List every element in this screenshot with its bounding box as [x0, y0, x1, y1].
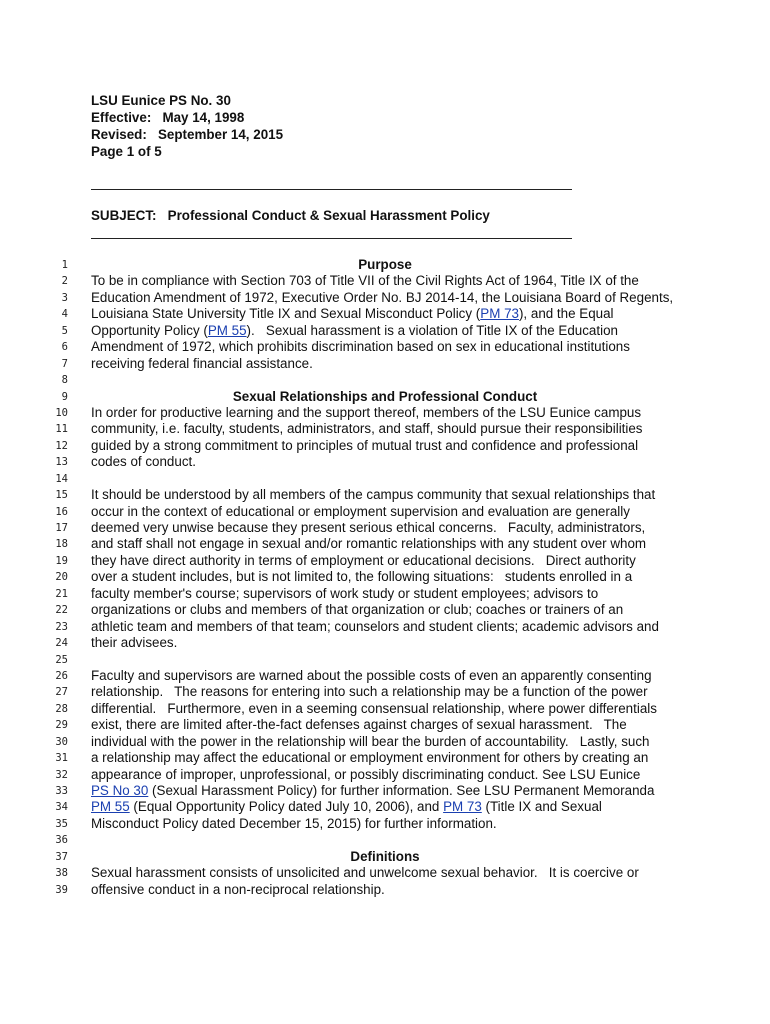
line-number: 11 [55, 423, 68, 436]
text-segment: (Sexual Harassment Policy) for further information. See LSU Permanent Memoranda [148, 783, 655, 798]
text-line [0, 487, 770, 503]
text-line [0, 816, 770, 832]
line-text [91, 306, 614, 322]
line-number: 31 [55, 752, 68, 765]
text-segment: community, i.e. faculty, students, administrators, and staff, should pursue their responsibilities [91, 421, 643, 437]
line-number: 29 [55, 719, 68, 732]
text-segment: Misconduct Policy dated December 15, 2015) for further information. [91, 815, 497, 831]
text-segment: faculty member's course; supervisors of work study or student employees; advisors to [91, 585, 599, 601]
line-text [91, 635, 177, 651]
text-segment: Amendment of 1972, which prohibits discrimination based on sex in educational institutions [91, 339, 630, 355]
text-line [0, 520, 770, 536]
text-segment: appearance of improper, unprofessional, or possibly discriminating conduct. See LSU Eunice [91, 766, 641, 782]
text-line [0, 734, 770, 750]
line-number: 30 [55, 735, 68, 748]
text-line [0, 273, 770, 289]
line-text [91, 586, 598, 602]
text-line [0, 438, 770, 454]
text-line [0, 701, 770, 717]
line-number: 25 [55, 653, 68, 666]
policy-number: LSU Eunice PS No. 30 [91, 93, 231, 108]
line-number: 35 [55, 817, 68, 830]
text-line [0, 504, 770, 520]
line-text [91, 356, 313, 372]
line-number: 8 [61, 374, 68, 387]
section-heading: Sexual Relationships and Professional Conduct [232, 388, 538, 404]
line-text [91, 504, 630, 520]
line-number: 24 [55, 637, 68, 650]
line-number: 16 [55, 505, 68, 518]
text-segment: over a student includes, but is not limited to, the following situations: students enrolled in a [91, 569, 633, 585]
line-number: 1 [61, 259, 68, 271]
line-text [91, 405, 641, 421]
text-segment: Faculty and supervisors are warned about the possible costs of even an apparently consenting [91, 667, 652, 683]
text-line [0, 750, 770, 766]
text-segment: their advisees. [91, 635, 178, 651]
line-number: 12 [55, 439, 68, 452]
text-line [0, 635, 770, 651]
line-number: 14 [55, 472, 68, 485]
line-text [91, 717, 627, 733]
text-line [0, 553, 770, 569]
line-text [91, 520, 645, 536]
text-line [0, 602, 770, 618]
line-text [91, 602, 623, 618]
line-number: 7 [61, 357, 68, 370]
text-segment: they have direct authority in terms of employment or educational decisions. Direct authority [91, 552, 636, 568]
line-number: 20 [55, 571, 68, 584]
text-line [0, 832, 770, 848]
text-line [0, 323, 770, 339]
text-line [0, 372, 770, 388]
line-number: 26 [55, 669, 68, 682]
text-segment: ), and the Equal [518, 306, 614, 322]
line-text [91, 734, 650, 750]
text-line [0, 306, 770, 322]
text-segment: offensive conduct in a non-reciprocal relationship. [91, 881, 385, 897]
line-number: 19 [55, 554, 68, 567]
subject-line: SUBJECT: Professional Conduct & Sexual Harassment Policy [91, 208, 490, 223]
policy-link[interactable]: PM 73 [480, 306, 519, 322]
text-segment: It should be understood by all members of the campus community that sexual relationships that [91, 487, 656, 503]
line-text [91, 865, 639, 881]
text-line [0, 717, 770, 733]
text-segment: a relationship may affect the educational or employment environment for others by creating an [91, 750, 649, 766]
line-number: 27 [55, 686, 68, 699]
text-segment: (Title IX and Sexual [481, 799, 602, 815]
line-text [91, 816, 497, 832]
text-line [0, 389, 770, 405]
text-segment: In order for productive learning and the support thereof, members of the LSU Eunice campus [91, 404, 642, 420]
line-text [91, 454, 196, 470]
text-segment: To be in compliance with Section 703 of Title VII of the Civil Rights Act of 1964, Title IX of the [91, 273, 639, 289]
line-text [91, 273, 639, 289]
policy-link[interactable]: PM 55 [91, 799, 130, 815]
line-text [91, 767, 640, 783]
text-segment: deemed very unwise because they present serious ethical concerns. Faculty, administrators, [91, 520, 646, 535]
policy-link[interactable]: PS No 30 [91, 783, 149, 798]
text-segment: ). Sexual harassment is a violation of Title IX of the Education [246, 322, 618, 338]
line-text [91, 799, 602, 815]
text-segment: receiving federal financial assistance. [91, 355, 313, 371]
line-number: 18 [55, 538, 68, 551]
line-text [91, 684, 648, 700]
line-number: 34 [55, 801, 68, 814]
line-text [91, 421, 643, 437]
line-number: 13 [55, 456, 68, 469]
line-text [91, 438, 638, 454]
line-number: 37 [55, 850, 68, 863]
text-line [0, 783, 770, 799]
text-segment: organizations or clubs and members of that organization or club; coaches or trainers of an [91, 602, 624, 618]
text-segment: Opportunity Policy ( [91, 322, 208, 338]
page-indicator: Page 1 of 5 [91, 144, 162, 159]
text-line [0, 799, 770, 815]
divider-top [91, 189, 572, 190]
line-number: 3 [61, 291, 68, 304]
line-number: 17 [55, 522, 68, 534]
text-line [0, 619, 770, 635]
section-heading: Definitions [350, 848, 420, 864]
line-text [91, 569, 632, 585]
line-number: 33 [55, 785, 68, 797]
line-number: 15 [55, 489, 68, 502]
text-line [0, 356, 770, 372]
revised-date: Revised: September 14, 2015 [91, 127, 284, 142]
line-text [91, 290, 673, 306]
line-text [91, 882, 385, 898]
policy-link[interactable]: PM 55 [207, 322, 247, 338]
line-text [91, 701, 657, 717]
line-text [91, 668, 652, 684]
line-text [91, 487, 655, 503]
text-segment: (Equal Opportunity Policy dated July 10, 2006), and [129, 799, 444, 815]
line-number: 23 [55, 620, 68, 633]
text-line [0, 849, 770, 865]
text-segment: Louisiana State University Title IX and Sexual Misconduct Policy ( [91, 306, 481, 322]
line-text [91, 536, 646, 552]
line-number: 9 [61, 390, 68, 403]
policy-link[interactable]: PM 73 [443, 799, 482, 815]
text-line [0, 865, 770, 881]
line-number: 5 [61, 324, 68, 337]
text-segment: athletic team and members of that team; counselors and student clients; academic advisors and [91, 618, 659, 634]
text-line [0, 257, 770, 273]
text-segment: relationship. The reasons for entering into such a relationship may be a function of the power [91, 684, 648, 700]
text-segment: codes of conduct. [91, 454, 196, 470]
line-text [91, 750, 648, 766]
section-heading: Purpose [358, 257, 412, 272]
line-number: 38 [55, 867, 68, 880]
text-line [0, 882, 770, 898]
text-line [0, 421, 770, 437]
line-number: 4 [61, 308, 68, 321]
text-line [0, 767, 770, 783]
line-number: 6 [61, 341, 68, 354]
text-segment: differential. Furthermore, even in a seeming consensual relationship, where power differentials [91, 700, 657, 716]
line-number: 2 [61, 275, 68, 288]
line-number: 39 [55, 883, 68, 896]
text-segment: Education Amendment of 1972, Executive Order No. BJ 2014-14, the Louisiana Board of Regents, [91, 289, 674, 305]
text-line [0, 405, 770, 421]
effective-date: Effective: May 14, 1998 [91, 110, 245, 125]
line-number: 22 [55, 604, 68, 617]
text-segment: and staff shall not engage in sexual and/or romantic relationships with any student over whom [91, 536, 647, 552]
text-line [0, 668, 770, 684]
text-segment: exist, there are limited after-the-fact defenses against charges of sexual harassment. The [91, 717, 627, 733]
line-number: 32 [55, 768, 68, 781]
line-number: 28 [55, 702, 68, 715]
document-header [91, 92, 283, 160]
text-line [0, 684, 770, 700]
text-line [0, 569, 770, 585]
text-segment: Sexual harassment consists of unsolicited and unwelcome sexual behavior. It is coercive or [91, 865, 639, 881]
line-text [91, 783, 654, 799]
text-line [0, 290, 770, 306]
line-number: 21 [55, 587, 68, 600]
line-text [91, 553, 636, 569]
text-line [0, 586, 770, 602]
line-number: 36 [55, 834, 68, 847]
text-line [0, 652, 770, 668]
text-line [0, 454, 770, 470]
line-text [91, 619, 659, 635]
divider-bottom [91, 238, 572, 239]
text-line [0, 339, 770, 355]
numbered-body [0, 257, 770, 898]
text-segment: occur in the context of educational or employment supervision and evaluation are generally [91, 503, 630, 519]
text-segment: guided by a strong commitment to principles of mutual trust and confidence and professional [91, 437, 639, 453]
line-text [91, 339, 630, 355]
text-segment: individual with the power in the relationship will bear the burden of accountability. Lastly, such [91, 733, 650, 749]
text-line [0, 471, 770, 487]
line-number: 10 [55, 406, 68, 419]
text-line [0, 536, 770, 552]
line-text [91, 323, 618, 339]
